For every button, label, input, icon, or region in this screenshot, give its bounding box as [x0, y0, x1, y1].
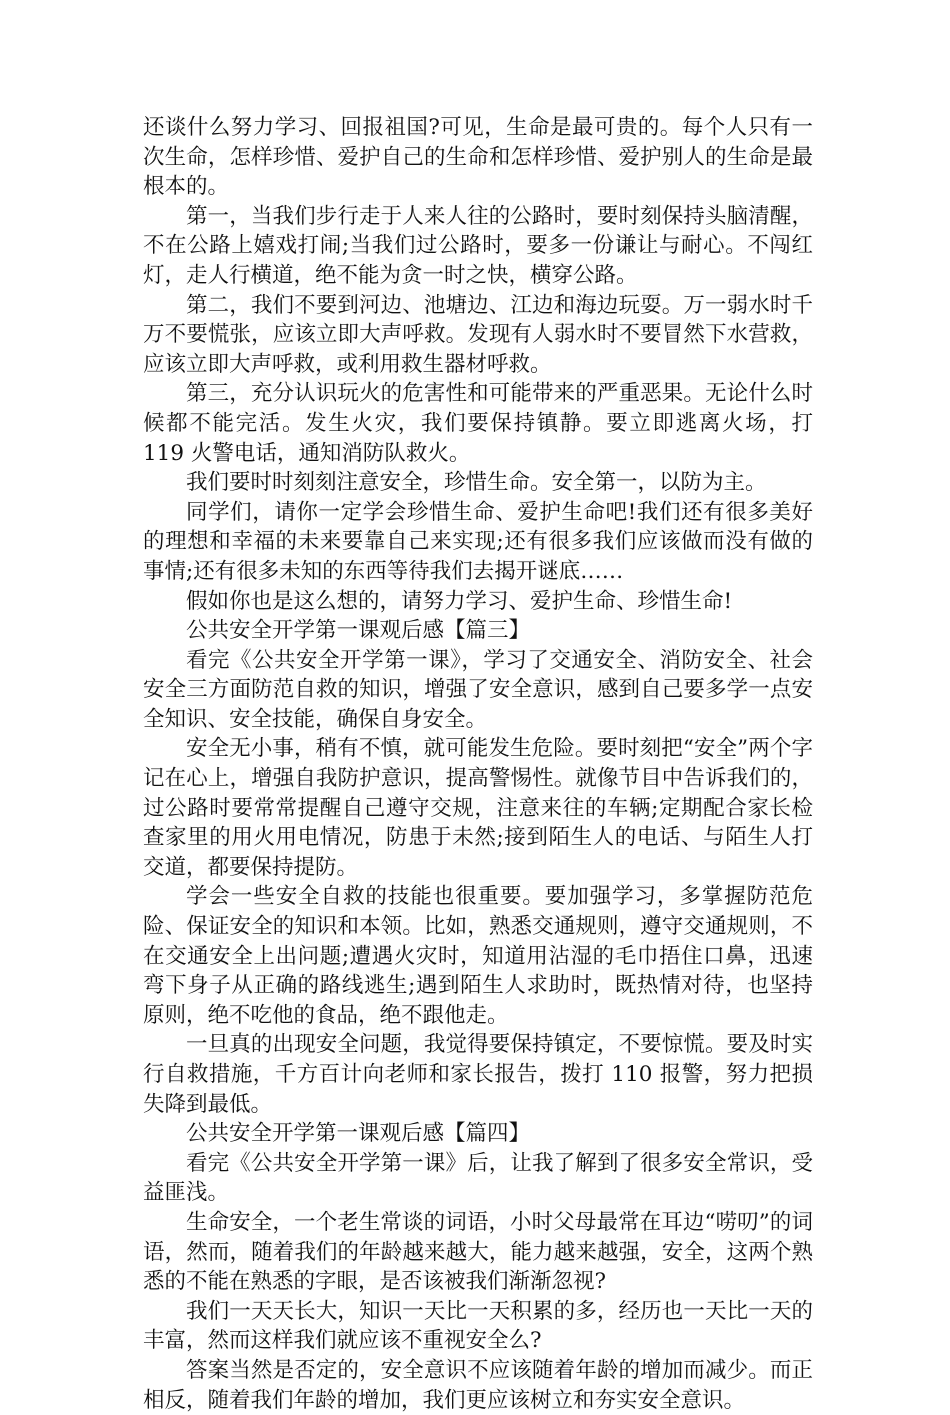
paragraph-11: 一旦真的出现安全问题，我觉得要保持镇定，不要惊慌。要及时实行自救措施，千方百计向老师和家长报告，拨打 110 报警，努力把损失降到最低。	[143, 1032, 813, 1117]
paragraph-5: 我们要时时刻刻注意安全，珍惜生命。安全第一，以防为主。	[186, 470, 767, 496]
paragraph-10: 学会一些安全自救的技能也很重要。要加强学习，多掌握防范危险、保证安全的知识和本领。比如，熟悉交通规则，遵守交通规则，不在交通安全上出问题;遭遇火灾时，知道用沾湿的毛巾捂住口鼻，迅速弯下身子从正确的路线逃生;遇到陌生人求助时，既热情对待，也坚持原则，绝不吃他的食品，绝不跟他走。	[143, 884, 813, 1028]
paragraph-7: 假如你也是这么想的，请努力学习、爱护生命、珍惜生命!	[186, 588, 733, 614]
paragraph-9: 安全无小事，稍有不慎，就可能发生危险。要时刻把“安全”两个字记在心上，增强自我防护意识，提高警惕性。就像节目中告诉我们的，过公路时要常常提醒自己遵守交规，注意来往的车辆;定期配合家长检查家里的用火用电情况，防患于未然;接到陌生人的电话、与陌生人打交道，都要保持提防。	[143, 736, 813, 880]
paragraph-13: 生命安全，一个老生常谈的词语，小时父母最常在耳边“唠叨”的词语，然而，随着我们的年龄越来越大，能力越来越强，安全，这两个熟悉的不能在熟悉的字眼，是否该被我们渐渐忽视?	[143, 1209, 813, 1295]
paragraph-14: 我们一天天长大，知识一天比一天积累的多，经历也一天比一天的丰富，然而这样我们就应该不重视安全么?	[143, 1298, 813, 1354]
paragraph-4: 第三，充分认识玩火的危害性和可能带来的严重恶果。无论什么时候都不能完活。发生火灾，我们要保持镇静。要立即逃离火场，打 119 火警电话，通知消防队救火。	[143, 381, 813, 466]
paragraph-3: 第二，我们不要到河边、池塘边、江边和海边玩耍。万一弱水时千万不要慌张，应该立即大声呼救。发现有人弱水时不要冒然下水营救，应该立即大声呼救，或利用救生器材呼救。	[143, 292, 813, 377]
paragraph-1: 还谈什么努力学习、回报祖国?可见，生命是最可贵的。每个人只有一次生命，怎样珍惜、爱护自己的生命和怎样珍惜、爱护别人的生命是最根本的。	[143, 115, 813, 200]
paragraph-2: 第一，当我们步行走于人来人往的公路时，要时刻保持头脑清醒，不在公路上嬉戏打闹;当我们过公路时，要多一份谦让与耐心。不闯红灯，走人行横道，绝不能为贪一时之快，横穿公路。	[143, 203, 813, 288]
document-page	[143, 113, 813, 1415]
paragraph-6: 同学们，请你一定学会珍惜生命、爱护生命吧!我们还有很多美好的理想和幸福的未来要靠自己来实现;还有很多我们应该做而没有做的事情;还有很多未知的东西等待我们去揭开谜底……	[143, 499, 813, 584]
section-heading-3: 公共安全开学第一课观后感【篇三】	[186, 618, 531, 644]
paragraph-12: 看完《公共安全开学第一课》后，让我了解到了很多安全常识，受益匪浅。	[143, 1150, 813, 1206]
paragraph-15: 答案当然是否定的，安全意识不应该随着年龄的增加而减少。而正相反，随着我们年龄的增加，我们更应该树立和夯实安全意识。	[143, 1357, 813, 1413]
section-heading-4: 公共安全开学第一课观后感【篇四】	[186, 1121, 531, 1147]
paragraph-8: 看完《公共安全开学第一课》，学习了交通安全、消防安全、社会安全三方面防范自救的知识，增强了安全意识，感到自己要多学一点安全知识、安全技能，确保自身安全。	[143, 647, 813, 732]
